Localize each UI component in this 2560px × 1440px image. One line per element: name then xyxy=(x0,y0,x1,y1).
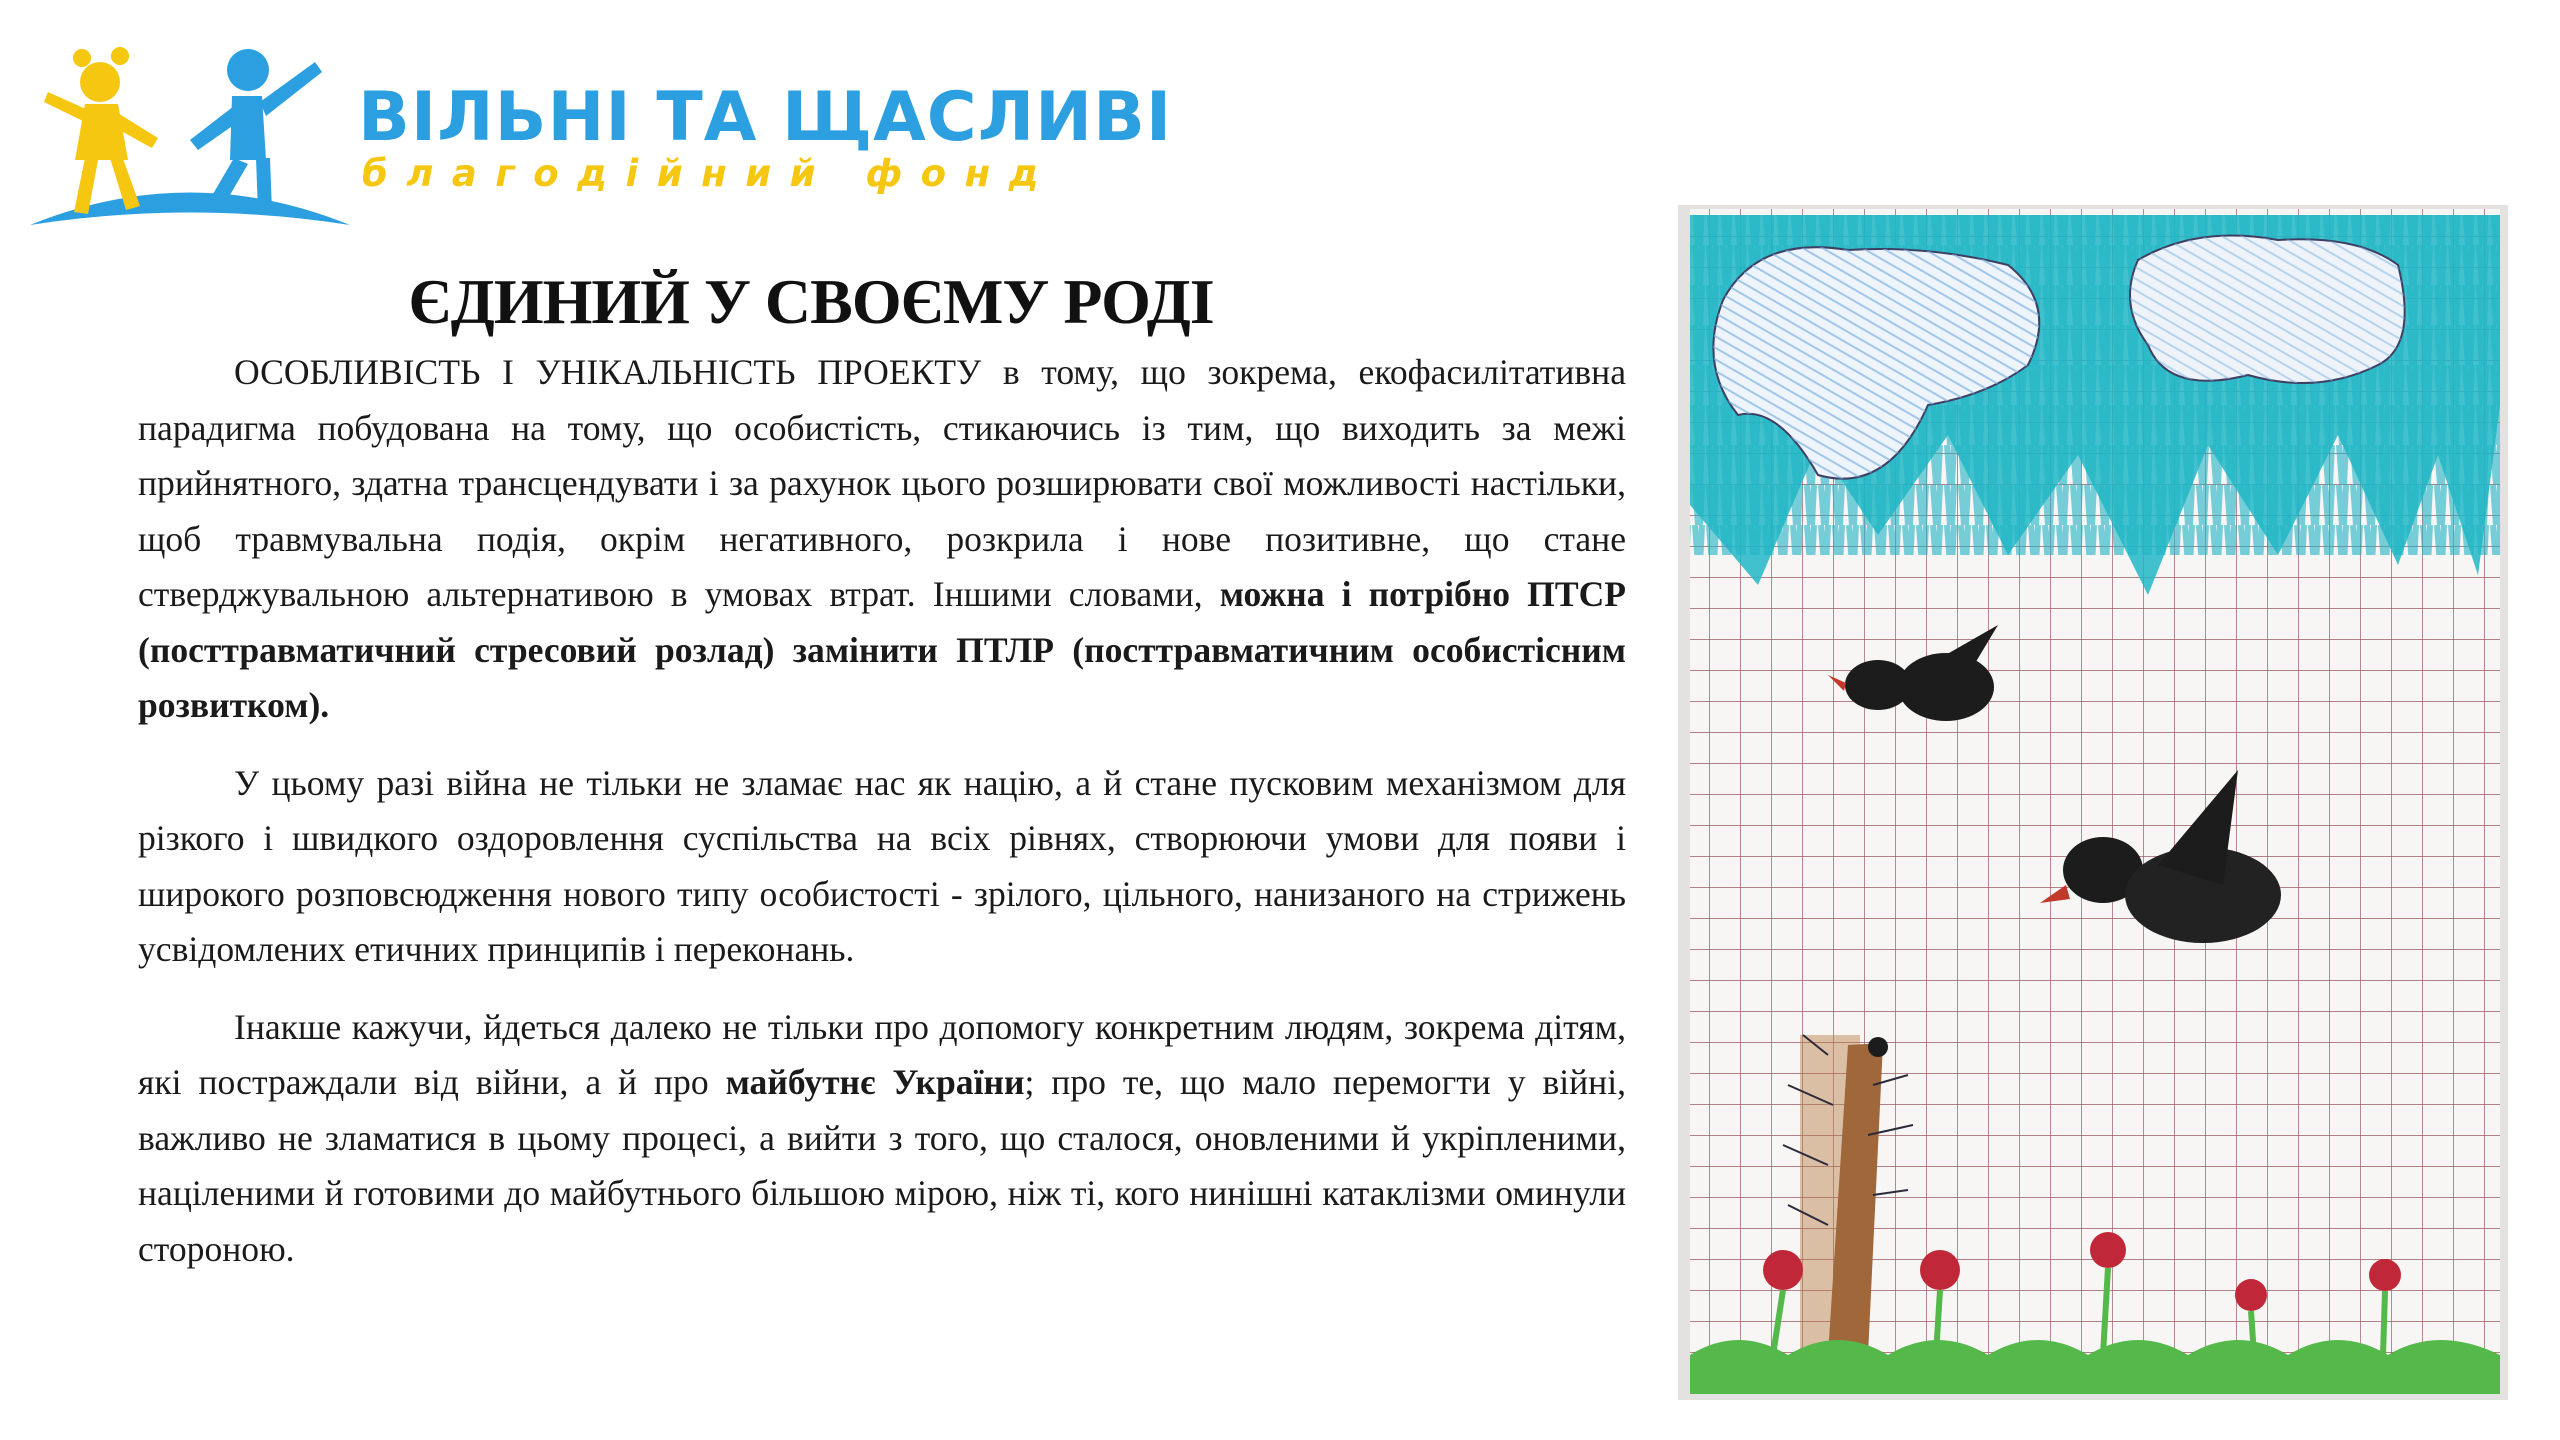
children-logo-icon xyxy=(30,40,350,240)
paragraph-1: ОСОБЛИВІСТЬ І УНІКАЛЬНІСТЬ ПРОЕКТУ в тому, що зокрема, екофасилітативна парадигма побудована на тому, що особистість, стикаючись із тим, що виходить за межі прийнятного, здатна трансцендувати і за рахунок цього розширювати свої можливості настільки, щоб травмувальна подія, окрім негативного, розкрила і нове позитивне, що стане стверджувальною альтернативою в умовах втрат. Іншими словами, можна і потрібно ПТСР (посттравматичний стресовий розлад) замінити ПТЛР (посттравматичним особистісним розвитком). xyxy=(138,352,1626,725)
paragraph-3: Інакше кажучи, йдеться далеко не тільки про допомогу конкретним людям, зокрема дітям, які постраждали від війни, а й про майбутнє України; про те, що мало перемогти у війні, важливо не зламатися в цьому процесі, а вийти з того, що сталося, оновленими й укріпленими, націленими й готовими до майбутнього більшою мірою, ніж ті, кого нинішні катаклізми оминули стороною. xyxy=(138,1006,1626,1269)
paragraph-2: У цьому разі війна не тільки не зламає нас як націю, а й стане пусковим механізмом для різкого і швидкого оздоровлення суспільства на всіх рівнях, створюючи умови для появи і широкого розповсюдження нового типу особистості - зрілого, цільного, нанизаного на стрижень усвідомлених етичних принципів і переконань. xyxy=(138,762,1626,969)
foundation-logo xyxy=(30,40,1173,240)
child-drawing-image xyxy=(1678,205,2508,1400)
brand-name: ВІЛЬНІ ТА ЩАСЛИВІ xyxy=(358,78,1173,157)
article-body xyxy=(138,345,1626,1299)
page-title: ЄДИНИЙ У СВОЄМУ РОДІ xyxy=(408,265,1214,337)
brand-subtitle: благодійний фонд xyxy=(362,152,1058,195)
child-drawing-svg xyxy=(1678,205,2508,1400)
